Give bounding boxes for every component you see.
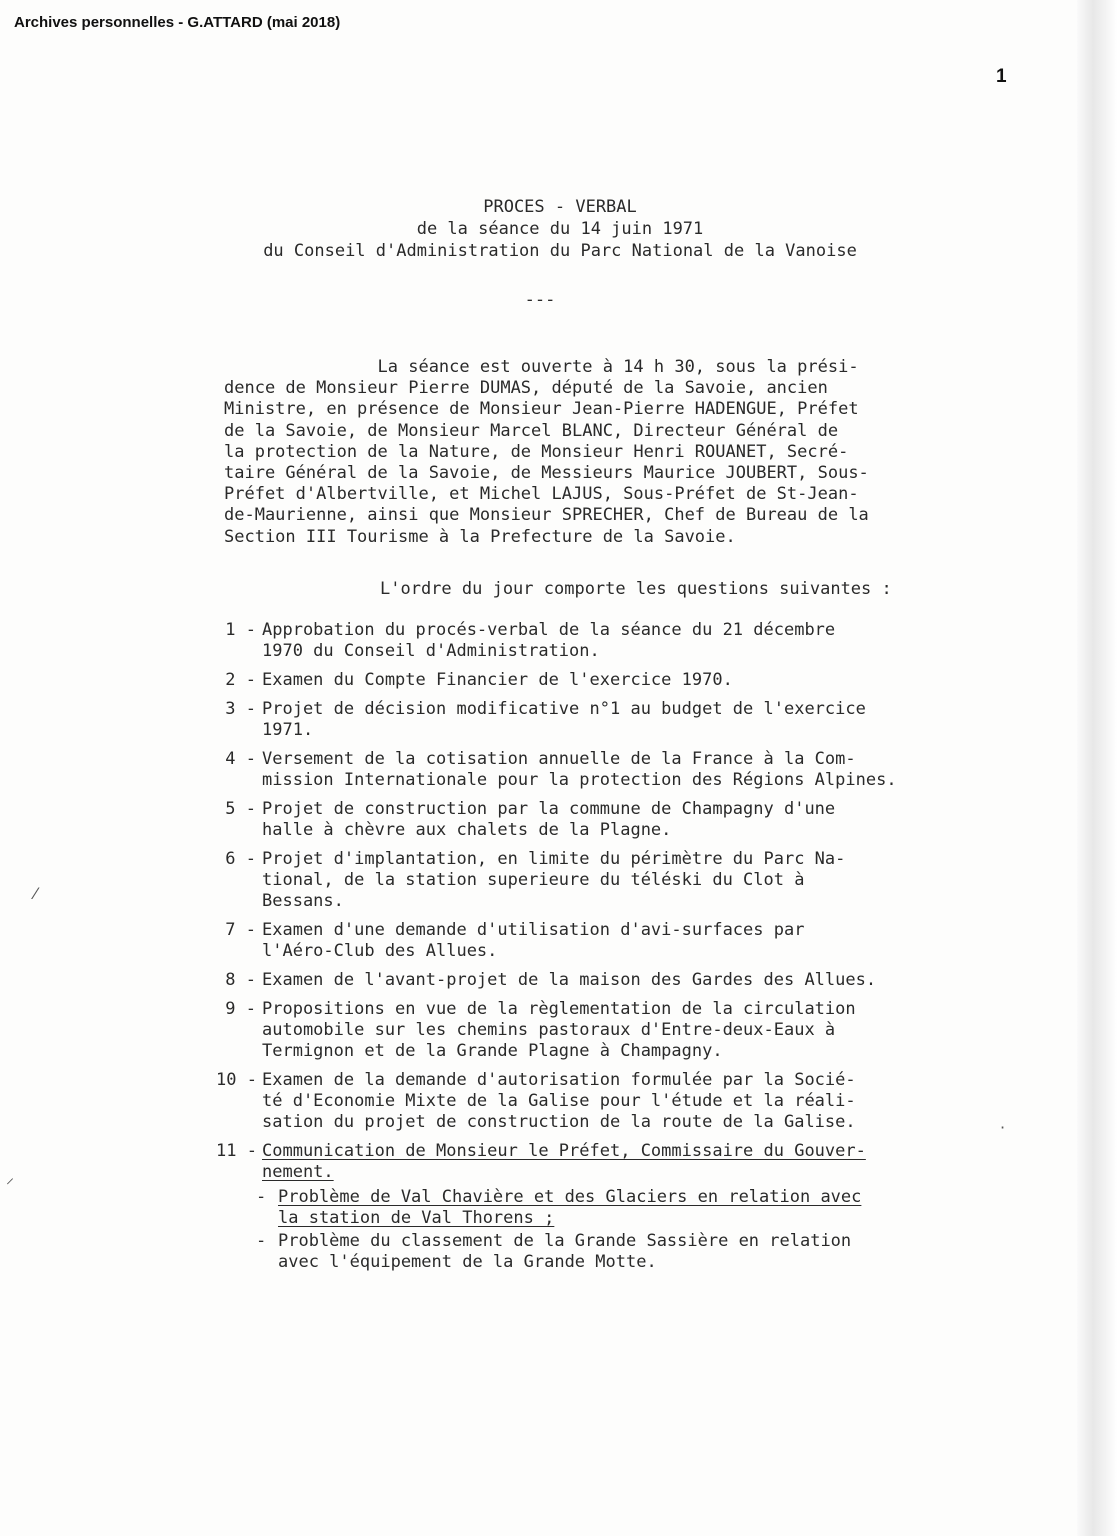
sub-item-text: avec l'équipement de la Grande Motte. [278, 1252, 657, 1272]
intro-line: La séance est ouverte à 14 h 30, sous la prési- [224, 357, 859, 377]
item-number: 10 - [216, 1070, 257, 1090]
scan-mark: ⸝ [6, 1168, 15, 1187]
title-line-3: du Conseil d'Administration du Parc National de la Vanoise [263, 241, 857, 261]
item-text: té d'Economie Mixte de la Galise pour l'étude et la réali- [262, 1091, 856, 1111]
scan-mark: · [1000, 1118, 1006, 1137]
item-text: halle à chèvre aux chalets de la Plagne. [262, 820, 672, 840]
scan-mark: ⁄ [34, 884, 37, 903]
agenda-item [216, 1070, 936, 1133]
agenda-list [216, 620, 936, 1281]
agenda-item [216, 849, 936, 912]
sub-item-text: Problème du classement de la Grande Sassière en relation [278, 1231, 852, 1251]
item-text: Termignon et de la Grande Plagne à Champagny. [262, 1041, 723, 1061]
item-text: sation du projet de construction de la route de la Galise. [262, 1112, 856, 1132]
item-text: Bessans. [262, 891, 344, 911]
title-line-2: de la séance du 14 juin 1971 [416, 219, 704, 239]
item-text: Examen de l'avant-projet de la maison des Gardes des Allues. [262, 970, 877, 990]
sub-item-text: la station de Val Thorens ; [278, 1208, 555, 1228]
document-title [200, 196, 920, 262]
page-edge-shadow [1077, 0, 1117, 1536]
item-text: Approbation du procés-verbal de la séance du 21 décembre [262, 620, 836, 640]
item-text: 1970 du Conseil d'Administration. [262, 641, 600, 661]
intro-line: taire Général de la Savoie, de Messieurs Maurice JOUBERT, Sous- [224, 463, 869, 484]
sub-item [256, 1187, 936, 1229]
item-text: tional, de la station superieure du téléski du Clot à [262, 870, 805, 890]
item-number: 8 - [225, 970, 256, 990]
item-text: 1971. [262, 720, 314, 740]
agenda-item [216, 620, 936, 662]
intro-line: la protection de la Nature, de Monsieur Henri ROUANET, Secré- [224, 441, 849, 462]
item-number: 2 - [225, 670, 256, 690]
intro-line: Section III Tourisme à la Prefecture de la Savoie. [224, 526, 736, 547]
item-text: Communication de Monsieur le Préfet, Commissaire du Gouver- [262, 1141, 866, 1161]
agenda-item [216, 699, 936, 741]
intro-line: de-Maurienne, ainsi que Monsieur SPRECHER, Chef de Bureau de la [224, 505, 869, 526]
intro-paragraph [224, 357, 924, 548]
sub-item-dash: - [256, 1231, 267, 1251]
item-text: Projet de décision modificative n°1 au budget de l'exercice [262, 699, 866, 719]
agenda-intro: L'ordre du jour comporte les questions suivantes : [380, 579, 892, 599]
agenda-item [216, 970, 936, 991]
item-number: 7 - [225, 920, 256, 940]
agenda-item-11 [216, 1141, 936, 1273]
item-text: l'Aéro-Club des Allues. [262, 941, 498, 961]
title-line-1: PROCES - VERBAL [483, 197, 637, 217]
item-number: 5 - [225, 799, 256, 819]
agenda-item [216, 920, 936, 962]
intro-line: dence de Monsieur Pierre DUMAS, député de la Savoie, ancien [224, 378, 828, 399]
item-number: 6 - [225, 849, 256, 869]
archive-label: Archives personnelles - G.ATTARD (mai 2018) [14, 14, 341, 31]
item-text: Propositions en vue de la règlementation de la circulation [262, 999, 856, 1019]
page-number: 1 [996, 66, 1007, 87]
item-text: Projet d'implantation, en limite du périmètre du Parc Na- [262, 849, 846, 869]
item-number: 11 - [216, 1141, 257, 1161]
item-number: 9 - [225, 999, 256, 1019]
item-text: automobile sur les chemins pastoraux d'Entre-deux-Eaux à [262, 1020, 836, 1040]
item-text: Projet de construction par la commune de Champagny d'une [262, 799, 836, 819]
sub-item-text: Problème de Val Chavière et des Glaciers en relation avec [278, 1187, 862, 1207]
intro-line: de la Savoie, de Monsieur Marcel BLANC, Directeur Général de [224, 420, 839, 441]
agenda-item [216, 999, 936, 1062]
item-number: 3 - [225, 699, 256, 719]
item-text: Versement de la cotisation annuelle de la France à la Com- [262, 749, 856, 769]
agenda-item [216, 749, 936, 791]
intro-line: Ministre, en présence de Monsieur Jean-Pierre HADENGUE, Préfet [224, 399, 859, 420]
item-text: Examen du Compte Financier de l'exercice 1970. [262, 670, 733, 690]
sub-item [256, 1231, 936, 1273]
intro-line: Préfet d'Albertville, et Michel LAJUS, Sous-Préfet de St-Jean- [224, 484, 859, 505]
sub-item-dash: - [256, 1187, 267, 1207]
item-text: nement. [262, 1162, 334, 1182]
item-text: Examen d'une demande d'utilisation d'avi-surfaces par [262, 920, 805, 940]
item-number: 4 - [225, 749, 256, 769]
agenda-item [216, 799, 936, 841]
title-separator: --- [524, 290, 556, 310]
item-number: 1 - [225, 620, 256, 640]
agenda-item [216, 670, 936, 691]
sub-item-list [256, 1187, 936, 1273]
item-text: mission Internationale pour la protection des Régions Alpines. [262, 770, 897, 790]
item-text: Examen de la demande d'autorisation formulée par la Socié- [262, 1070, 856, 1090]
